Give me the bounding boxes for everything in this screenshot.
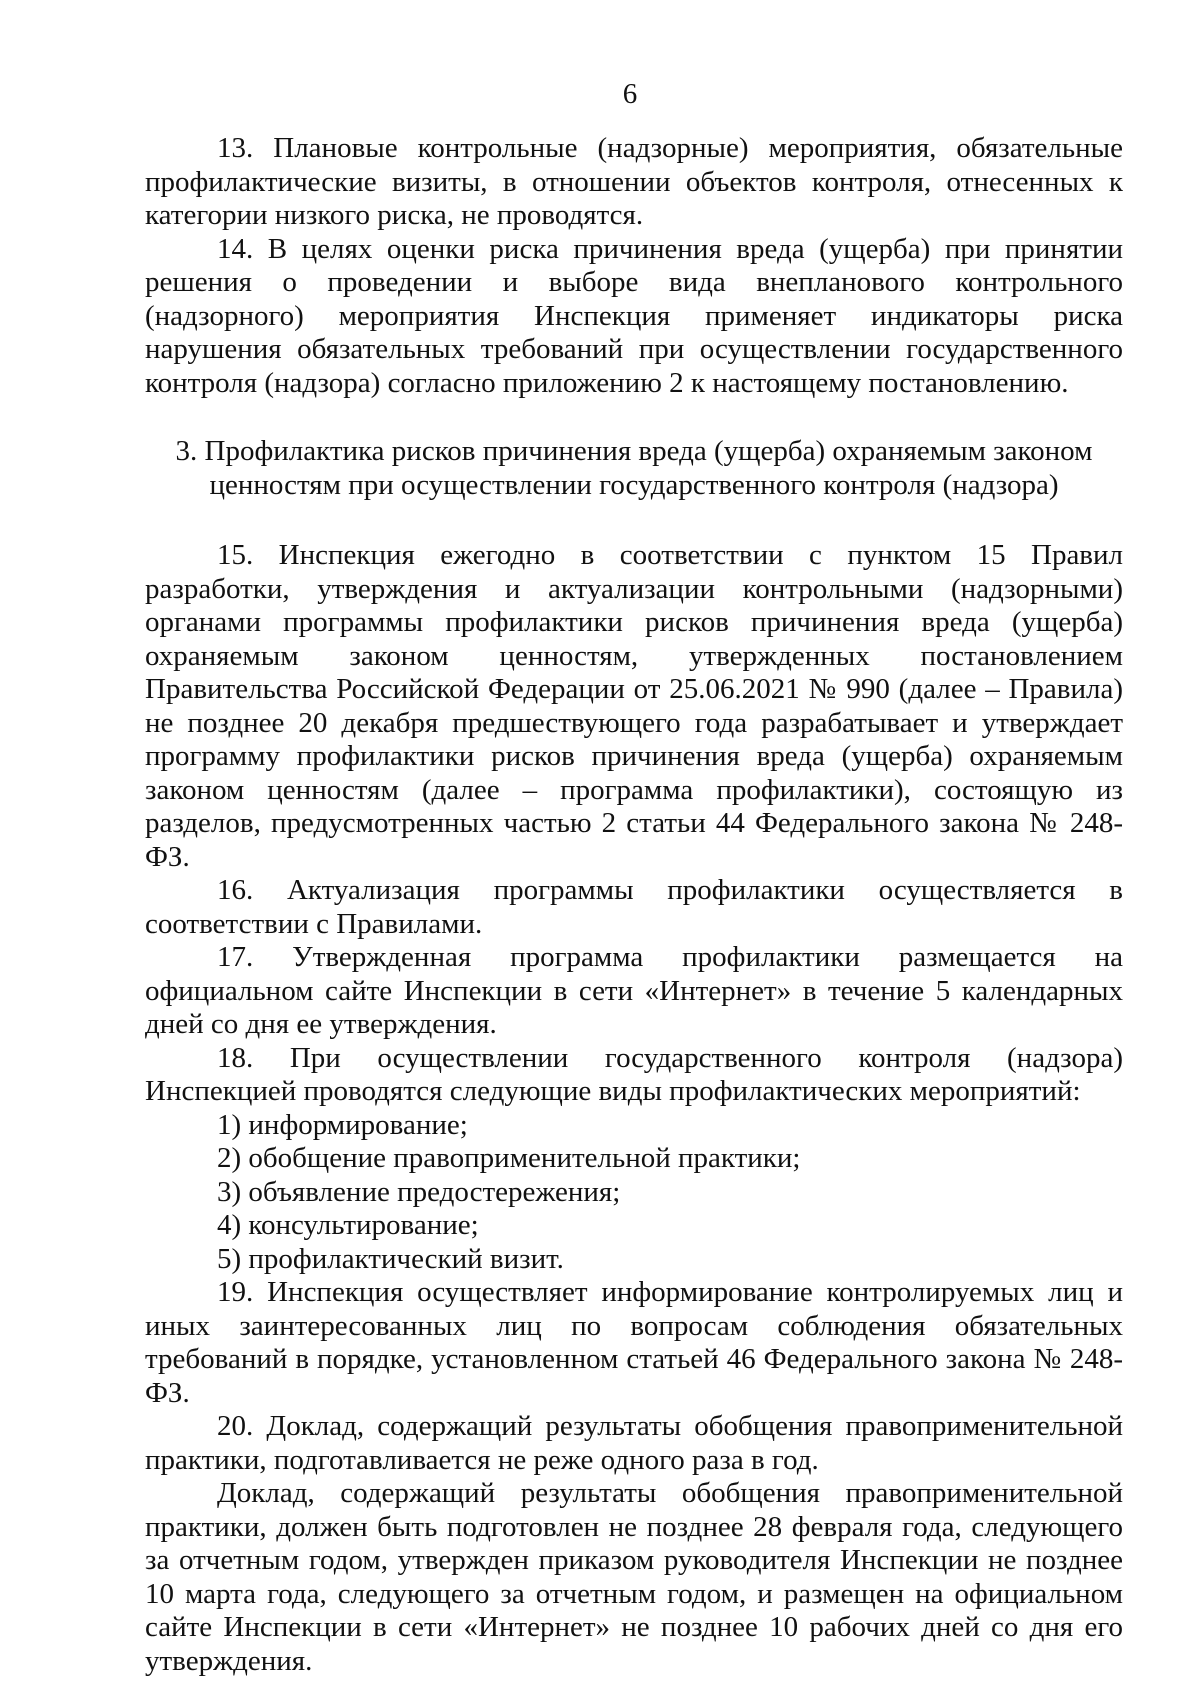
paragraph-20: 20. Доклад, содержащий результаты обобщения правоприменительной практики, подготавливается не реже одного раза в год. [145, 1410, 1123, 1476]
document-body [145, 132, 1123, 1678]
page-number: 6 [622, 78, 638, 110]
paragraph-19: 19. Инспекция осуществляет информирование контролируемых лиц и иных заинтересованных лиц по вопросам соблюдения обязательных требований в порядке, установленном статьей 46 Федерального закона № 248-ФЗ. [145, 1276, 1123, 1409]
section-heading [145, 435, 1123, 502]
paragraph-14: 14. В целях оценки риска причинения вреда (ущерба) при принятии решения о проведении и выборе вида внепланового контрольного (надзорного) мероприятия Инспекция применяет индикаторы риска нарушения обязательных требований при осуществлении государственного контроля (надзора) согласно приложению 2 к настоящему постановлению. [145, 232, 1123, 399]
list-item: 2) обобщение правоприменительной практики; [217, 1142, 801, 1174]
list-item: 1) информирование; [217, 1108, 468, 1141]
list-item: 5) профилактический визит. [217, 1242, 564, 1275]
paragraph-18: 18. При осуществлении государственного контроля (надзора) Инспекцией проводятся следующие виды профилактических мероприятий: [145, 1041, 1123, 1107]
list-item: 4) консультирование; [217, 1209, 479, 1241]
section-heading-line-2: ценностям при осуществлении государственного контроля (надзора) [209, 468, 1059, 501]
paragraph-13: 13. Плановые контрольные (надзорные) мероприятия, обязательные профилактические визиты, в отношении объектов контроля, отнесенных к категории низкого риска, не проводятся. [145, 132, 1123, 231]
paragraph-20-report: Доклад, содержащий результаты обобщения правоприменительной практики, должен быть подготовлен не позднее 28 февраля года, следующего за отчетным годом, утвержден приказом руководителя Инспекции не позднее 10 марта года, следующего за отчетным годом, и размещен на официальном сайте Инспекции в сети «Интернет» не позднее 10 рабочих дней со дня его утверждения. [145, 1477, 1123, 1677]
section-heading-line-1: 3. Профилактика рисков причинения вреда (ущерба) охраняемым законом [175, 435, 1093, 467]
paragraph-15: 15. Инспекция ежегодно в соответствии с пунктом 15 Правил разработки, утверждения и актуализации контрольными (надзорными) органами программы профилактики рисков причинения вреда (ущерба) охраняемым законом ценностям, утвержденных постановлением Правительства Российской Федерации от 25.06.2021 № 990 (далее – Правила) не позднее 20 декабря предшествующего года разрабатывает и утверждает программу профилактики рисков причинения вреда (ущерба) охраняемым законом ценностям (далее – программа профилактики), состоящую из разделов, предусмотренных частью 2 статьи 44 Федерального закона № 248-ФЗ. [145, 539, 1123, 873]
paragraph-17: 17. Утвержденная программа профилактики размещается на официальном сайте Инспекции в сети «Интернет» в течение 5 календарных дней со дня ее утверждения. [145, 941, 1123, 1040]
list-item: 3) объявление предостережения; [217, 1175, 621, 1208]
paragraph-16: 16. Актуализация программы профилактики осуществляется в соответствии с Правилами. [145, 874, 1123, 940]
